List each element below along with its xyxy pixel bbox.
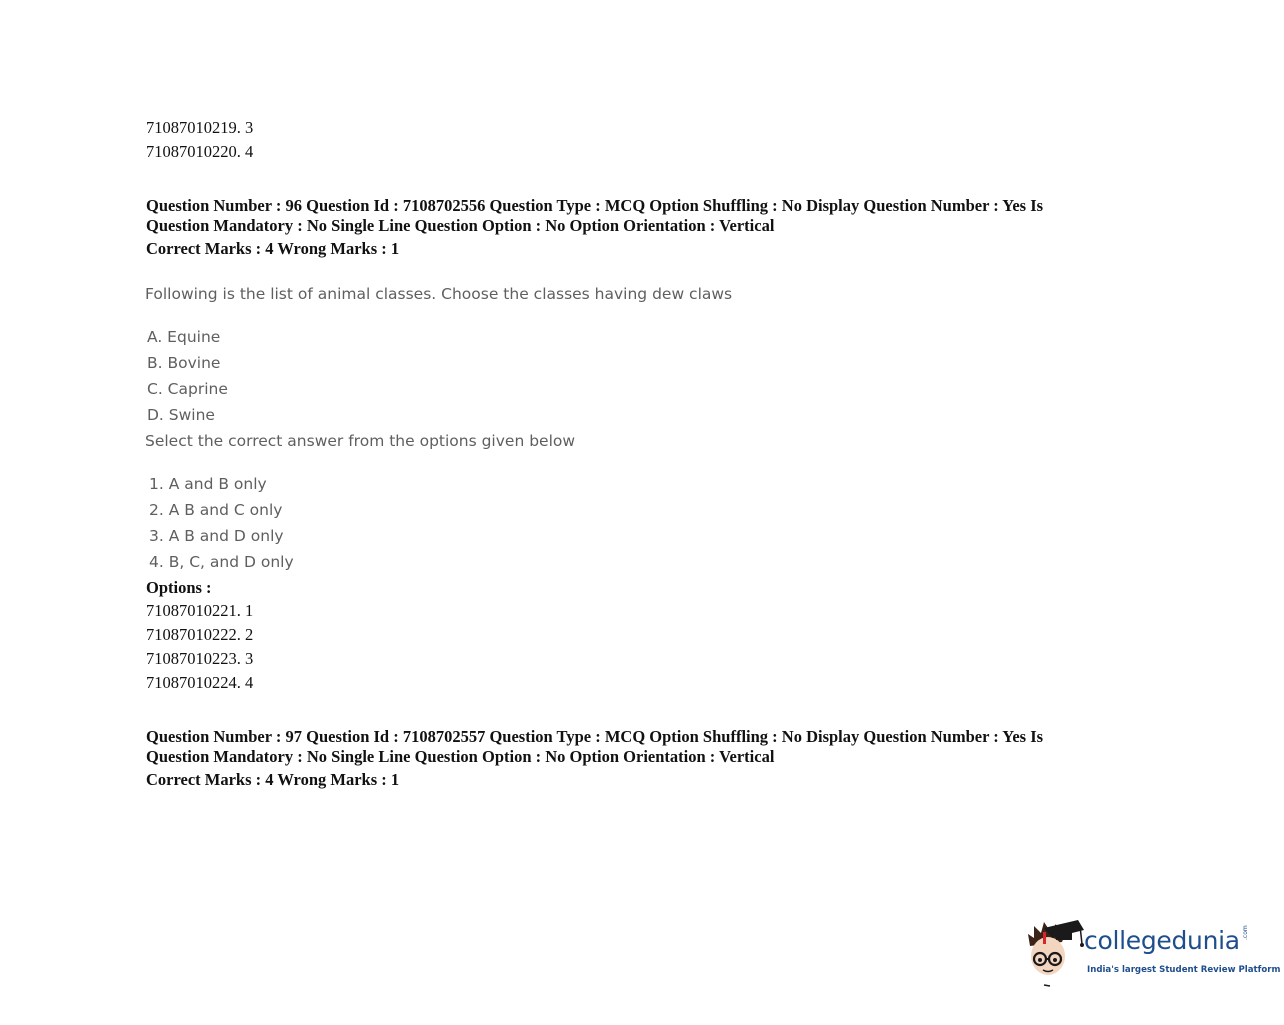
class-item: B. Bovine bbox=[147, 354, 221, 372]
question-meta-line: Question Number : 96 Question Id : 7108702556 Question Type : MCQ Option Shuffling : No Display Question Number : Yes Is bbox=[146, 196, 1044, 215]
question-97-meta bbox=[146, 727, 1106, 767]
options-label: Options : bbox=[146, 578, 212, 597]
collegedunia-logo bbox=[1024, 916, 1281, 990]
option-line: 71087010220. 4 bbox=[146, 142, 254, 161]
option-line: 71087010221. 1 bbox=[146, 601, 254, 620]
answer-choice: 3. A B and D only bbox=[149, 527, 284, 545]
logo-domain-suffix: .com bbox=[1242, 925, 1249, 940]
option-line: 71087010222. 2 bbox=[146, 625, 254, 644]
answer-choice: 1. A and B only bbox=[149, 475, 267, 493]
class-item: D. Swine bbox=[147, 406, 215, 424]
option-line: 71087010223. 3 bbox=[146, 649, 254, 668]
question-meta-line: Question Mandatory : No Single Line Question Option : No Option Orientation : Vertical bbox=[146, 747, 775, 766]
class-item: A. Equine bbox=[147, 328, 221, 346]
question-meta-line: Question Number : 97 Question Id : 7108702557 Question Type : MCQ Option Shuffling : No Display Question Number : Yes Is bbox=[146, 727, 1044, 746]
logo-wordmark: collegedunia bbox=[1084, 926, 1240, 955]
question-96-marks: Correct Marks : 4 Wrong Marks : 1 bbox=[146, 239, 400, 258]
instruction-text: Select the correct answer from the options given below bbox=[145, 432, 576, 450]
answer-choice: 2. A B and C only bbox=[149, 501, 283, 519]
option-line: 71087010219. 3 bbox=[146, 118, 254, 137]
mascot-icon bbox=[1024, 916, 1086, 990]
logo-tagline: India's largest Student Review Platform bbox=[1087, 965, 1281, 975]
question-96-meta bbox=[146, 196, 1106, 236]
question-97-marks: Correct Marks : 4 Wrong Marks : 1 bbox=[146, 770, 400, 789]
question-96-text: Following is the list of animal classes. Choose the classes having dew claws bbox=[145, 285, 733, 303]
class-item: C. Caprine bbox=[147, 380, 228, 398]
option-line: 71087010224. 4 bbox=[146, 673, 254, 692]
question-meta-line: Question Mandatory : No Single Line Question Option : No Option Orientation : Vertical bbox=[146, 216, 775, 235]
answer-choice: 4. B, C, and D only bbox=[149, 553, 294, 571]
